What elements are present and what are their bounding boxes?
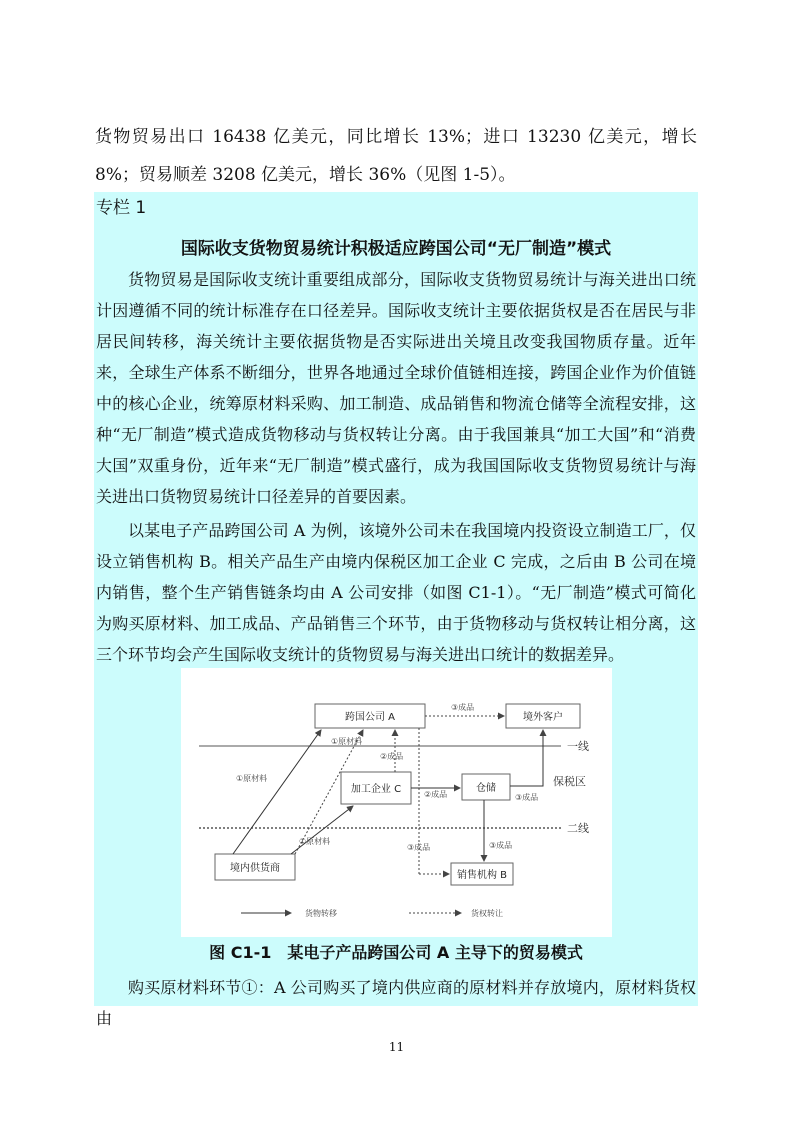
bonded-zone-label: 保税区 (553, 775, 586, 788)
label-product2-right: ②成品 (424, 790, 448, 799)
label-product3-left: ③成品 (407, 843, 431, 852)
warehouse-label: 仓储 (476, 783, 496, 794)
legend-goods-move: 货物转移 (305, 909, 337, 918)
label-product3-down: ③成品 (489, 841, 513, 850)
box-label: 专栏 1 (96, 198, 147, 218)
box-paragraph-3: 购买原材料环节①：A 公司购买了境内供应商的原材料并存放境内，原材料货权由 (96, 978, 696, 1028)
line-1-label: 一线 (567, 740, 589, 753)
label-product3-top: ③成品 (451, 703, 475, 712)
legend-title-transfer: 货权转让 (471, 909, 503, 918)
box-title: 国际收支货物贸易统计积极适应跨国公司“无厂制造”模式 (180, 239, 612, 259)
label-raw1-top: ①原材料 (331, 737, 363, 746)
processor-c-label: 加工企业 C (350, 784, 402, 795)
label-raw1-diag: ①原材料 (236, 774, 268, 783)
sales-b-label: 销售机构 B (456, 870, 508, 881)
trade-mode-diagram (181, 668, 612, 937)
box-paragraph-1: 货物贸易是国际收支统计重要组成部分，国际收支货物贸易统计与海关进出口统计因遵循不同的统计标准存在口径差异。国际收支统计主要依据货权是否在居民与非居民间转移，海关统计主要依据货物是否实际进出关境且改变我国物质存量。近年来，全球生产体系不断细分，世界各地通过全球价值链相连接，跨国企业作为价值链中的核心企业，统筹原材料采购、加工制造、成品销售和物流仓储等全流程安排，这种“无厂制造”模式造成货物移动与货权转让分离。由于我国兼具“加工大国”和“消费大国”双重身份，近年来“无厂制造”模式盛行，成为我国国际收支货物贸易统计与海关进出口货物贸易统计口径差异的首要因素。 (96, 270, 696, 506)
box-paragraph-2: 以某电子产品跨国公司 A 为例，该境外公司未在我国境内投资设立制造工厂，仅设立销售机构 B。相关产品生产由境内保税区加工企业 C 完成，之后由 B 公司在境内销售，整个生产销售链条均由 A 公司安排（如图 C1-1）。“无厂制造”模式可简化为购买原材料、加工成品、产品销售三个环节，由于货物移动与货权转让相分离，这三个环节均会产生国际收支统计的货物贸易与海关进出口统计的数据差异。 (96, 521, 696, 664)
company-a-label: 跨国公司 A (344, 712, 396, 723)
arrow-supplier-to-c (291, 806, 353, 854)
supplier-label: 境内供货商 (230, 863, 280, 874)
overseas-customer-label: 境外客户 (523, 712, 563, 723)
label-raw1-bottom: ①原材料 (299, 837, 331, 846)
label-product3-right: ③成品 (515, 793, 539, 802)
figure-caption: 图 C1-1 某电子产品跨国公司 A 主导下的贸易模式 (209, 943, 583, 962)
page-number: 11 (388, 1040, 405, 1054)
intro-paragraph: 货物贸易出口 16438 亿美元，同比增长 13%；进口 13230 亿美元，增长 8%；贸易顺差 3208 亿美元，增长 36%（见图 1-5）。 (95, 127, 697, 185)
feature-box (94, 192, 698, 1028)
arrow-supplier-to-a-solid (233, 730, 321, 854)
arrow-warehouse-to-customer (510, 730, 543, 786)
line-2-label: 二线 (567, 822, 589, 835)
label-product2-top: ②成品 (380, 752, 404, 761)
